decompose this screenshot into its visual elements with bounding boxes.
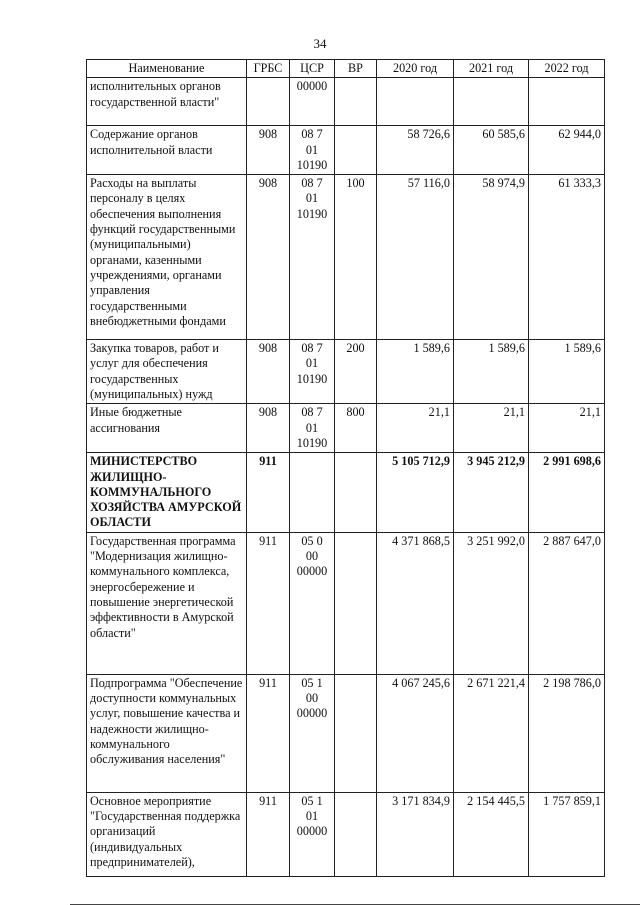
row-2021-cell: 58 974,9 xyxy=(454,175,529,340)
row-vr-cell: 100 xyxy=(335,175,377,340)
csr-code-part: 01 xyxy=(305,356,319,371)
row-2022-cell: 1 589,6 xyxy=(529,340,605,404)
row-csr-cell xyxy=(290,175,335,340)
row-2020-cell: 3 171 834,9 xyxy=(377,792,454,876)
csr-code-part: 08 7 xyxy=(301,341,323,356)
table-row xyxy=(87,340,605,404)
table-row xyxy=(87,126,605,175)
csr-code-part: 08 7 xyxy=(301,405,323,420)
table-row xyxy=(87,532,605,674)
table-body xyxy=(87,78,605,876)
row-grbs-cell: 908 xyxy=(247,404,290,453)
row-2020-cell: 57 116,0 xyxy=(377,175,454,340)
row-2021-cell: 2 154 445,5 xyxy=(454,792,529,876)
row-name-cell: Расходы на выплаты персоналу в целях обеспечения выполнения функций государственными (муниципальными) органами, казенными учреждениями, органами управления государственными внебюджетными фондами xyxy=(87,175,247,340)
row-csr-cell xyxy=(290,453,335,532)
row-2021-cell: 2 671 221,4 xyxy=(454,674,529,792)
row-grbs-cell: 911 xyxy=(247,453,290,532)
column-header-2022: 2022 год xyxy=(529,60,605,78)
csr-code-part: 00000 xyxy=(296,824,328,839)
csr-code-part: 10190 xyxy=(296,435,328,450)
row-2022-cell: 61 333,3 xyxy=(529,175,605,340)
row-2020-cell: 58 726,6 xyxy=(377,126,454,175)
row-2020-cell xyxy=(377,78,454,126)
column-header-grbs: ГРБС xyxy=(247,60,290,78)
row-name-cell: Закупка товаров, работ и услуг для обеспечения государственных (муниципальных) нужд xyxy=(87,340,247,404)
row-vr-cell xyxy=(335,674,377,792)
row-csr-cell xyxy=(290,792,335,876)
row-name-cell: Государственная программа "Модернизация жилищно-коммунального комплекса, энергосбережение и повышение энергетической эффективности в Амурской области" xyxy=(87,532,247,674)
row-2020-cell: 21,1 xyxy=(377,404,454,453)
csr-code-part: 00000 xyxy=(296,706,328,721)
csr-code-part: 00 xyxy=(305,691,319,706)
row-2021-cell: 60 585,6 xyxy=(454,126,529,175)
row-2020-cell: 5 105 712,9 xyxy=(377,453,454,532)
row-grbs-cell: 911 xyxy=(247,792,290,876)
csr-code-part: 10190 xyxy=(296,206,328,221)
csr-code-part: 01 xyxy=(305,142,319,157)
row-csr-cell xyxy=(290,532,335,674)
row-2022-cell: 1 757 859,1 xyxy=(529,792,605,876)
row-2022-cell xyxy=(529,78,605,126)
row-name-cell: Основное мероприятие "Государственная поддержка организаций (индивидуальных предпринимателей), xyxy=(87,792,247,876)
row-2022-cell: 2 887 647,0 xyxy=(529,532,605,674)
table-row xyxy=(87,404,605,453)
table-row xyxy=(87,674,605,792)
row-vr-cell xyxy=(335,532,377,674)
column-header-csr: ЦСР xyxy=(290,60,335,78)
row-name-cell: Иные бюджетные ассигнования xyxy=(87,404,247,453)
row-grbs-cell: 908 xyxy=(247,175,290,340)
column-header-vr: ВР xyxy=(335,60,377,78)
csr-code-part: 00000 xyxy=(296,564,328,579)
page-number: 34 xyxy=(313,36,327,51)
row-csr-cell xyxy=(290,126,335,175)
csr-code-part: 01 xyxy=(305,191,319,206)
column-header-2021: 2021 год xyxy=(454,60,529,78)
table-row xyxy=(87,175,605,340)
row-grbs-cell: 911 xyxy=(247,674,290,792)
csr-code-part: 10190 xyxy=(296,157,328,172)
budget-table xyxy=(86,59,605,877)
row-2021-cell: 1 589,6 xyxy=(454,340,529,404)
row-csr-cell xyxy=(290,674,335,792)
row-grbs-cell: 911 xyxy=(247,532,290,674)
row-vr-cell: 200 xyxy=(335,340,377,404)
row-2020-cell: 1 589,6 xyxy=(377,340,454,404)
table-row xyxy=(87,78,605,126)
row-2022-cell: 62 944,0 xyxy=(529,126,605,175)
row-vr-cell xyxy=(335,453,377,532)
column-header-2020: 2020 год xyxy=(377,60,454,78)
row-csr-cell xyxy=(290,340,335,404)
row-grbs-cell xyxy=(247,78,290,126)
row-2021-cell: 21,1 xyxy=(454,404,529,453)
row-2022-cell: 21,1 xyxy=(529,404,605,453)
row-2021-cell xyxy=(454,78,529,126)
row-grbs-cell: 908 xyxy=(247,126,290,175)
row-name-cell: МИНИСТЕРСТВО ЖИЛИЩНО-КОММУНАЛЬНОГО ХОЗЯЙСТВА АМУРСКОЙ ОБЛАСТИ xyxy=(87,453,247,532)
row-grbs-cell: 908 xyxy=(247,340,290,404)
csr-code-part: 05 1 xyxy=(301,793,323,808)
column-header-name: Наименование xyxy=(87,60,247,78)
row-2021-cell: 3 945 212,9 xyxy=(454,453,529,532)
table-header-row xyxy=(87,60,605,78)
csr-code-part: 10190 xyxy=(296,371,328,386)
row-vr-cell xyxy=(335,78,377,126)
row-csr-cell xyxy=(290,78,335,126)
row-2022-cell: 2 991 698,6 xyxy=(529,453,605,532)
row-vr-cell xyxy=(335,792,377,876)
csr-code-part: 00000 xyxy=(296,79,328,94)
row-2020-cell: 4 067 245,6 xyxy=(377,674,454,792)
csr-code-part: 08 7 xyxy=(301,176,323,191)
row-2021-cell: 3 251 992,0 xyxy=(454,532,529,674)
csr-code-part: 05 0 xyxy=(301,533,323,548)
row-vr-cell xyxy=(335,126,377,175)
csr-code-part: 08 7 xyxy=(301,127,323,142)
table-row xyxy=(87,792,605,876)
csr-code-part: 00 xyxy=(305,549,319,564)
row-name-cell: исполнительных органов государственной власти" xyxy=(87,78,247,126)
row-name-cell: Содержание органов исполнительной власти xyxy=(87,126,247,175)
row-csr-cell xyxy=(290,404,335,453)
csr-code-part: 05 1 xyxy=(301,675,323,690)
row-vr-cell: 800 xyxy=(335,404,377,453)
row-2022-cell: 2 198 786,0 xyxy=(529,674,605,792)
row-2020-cell: 4 371 868,5 xyxy=(377,532,454,674)
csr-code-part: 01 xyxy=(305,809,319,824)
csr-code-part: 01 xyxy=(305,420,319,435)
row-name-cell: Подпрограмма "Обеспечение доступности коммунальных услуг, повышение качества и надежности жилищно-коммунального обслуживания населения" xyxy=(87,674,247,792)
table-row xyxy=(87,453,605,532)
